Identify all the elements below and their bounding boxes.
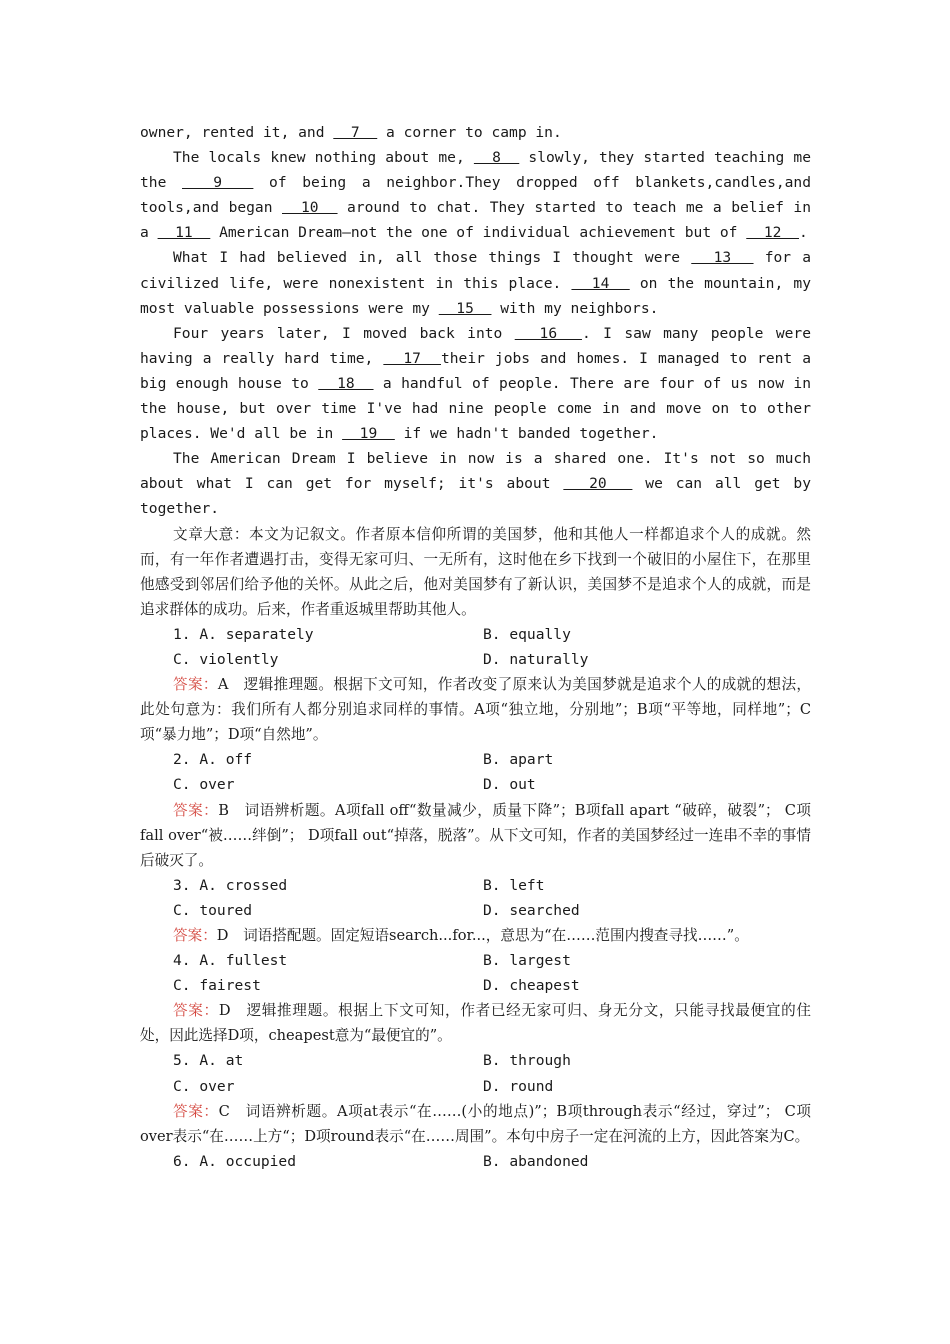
- question-5-options-row2: [140, 1074, 811, 1099]
- text-run: with my neighbors.: [491, 299, 659, 317]
- answer-explanation-4: [140, 998, 811, 1048]
- option-d: D. cheapest: [483, 977, 580, 995]
- option-a: 5. A. at: [173, 1052, 244, 1070]
- text-run: What I had believed in, all those things I thought were: [173, 249, 692, 267]
- text-run: The locals knew nothing about me,: [173, 149, 474, 167]
- question-1-options-row1: [140, 622, 811, 647]
- option-a: 2. A. off: [173, 751, 253, 769]
- answer-explanation-3: [140, 923, 811, 948]
- answer-label: 答案：: [173, 676, 218, 694]
- blank-19: 19: [342, 425, 395, 443]
- option-b: B. abandoned: [483, 1152, 589, 1170]
- blank-7: 7: [333, 124, 378, 141]
- text-run: of being a neighbor.They dropped off blankets,candles,and tools,and began: [140, 174, 811, 217]
- option-b: B. equally: [483, 625, 571, 643]
- option-c: C. over: [173, 776, 235, 794]
- question-2-options-row2: [140, 772, 811, 797]
- option-d: D. out: [483, 776, 536, 794]
- answer-label: 答案：: [173, 927, 217, 944]
- answer-label: 答案：: [173, 1102, 219, 1120]
- option-b: B. largest: [483, 952, 571, 970]
- question-4-options-row1: [140, 948, 811, 973]
- text-run: Four years later, I moved back into: [173, 324, 515, 342]
- text-run: a handful of people. There are four of us now in the house, but over time I've had nine people come in and move on to other places. We'd all be in: [140, 374, 811, 443]
- question-2-options-row1: [140, 747, 811, 772]
- blank-12: 12: [746, 224, 799, 242]
- answer-text: D 逻辑推理题。根据上下文可知，作者已经无家可归、身无分文，只能寻找最便宜的住处，因此选择D项，cheapest意为“最便宜的”。: [140, 1002, 811, 1045]
- option-a: 6. A. occupied: [173, 1152, 297, 1170]
- summary-paragraph: 文章大意：本文为记叙文。作者原本信仰所谓的美国梦，他和其他人一样都追求个人的成就。然而，有一年作者遭遇打击，变得无家可归、一无所有，这时他在乡下找到一个破旧的小屋住下，在那里他感受到邻居们给予他的关怀。从此之后，他对美国梦有了新认识，美国梦不是追求个人的成就，而是追求群体的成功。后来，作者重返城里帮助其他人。: [140, 525, 811, 618]
- answer-explanation-2: [140, 798, 811, 873]
- text-run: on the mountain, my most valuable possessions were my: [140, 274, 811, 317]
- text-run: around to chat. They started to teach me a belief in a: [140, 199, 811, 242]
- answer-label: 答案：: [173, 1002, 219, 1020]
- option-d: D. round: [483, 1077, 554, 1095]
- blank-15: 15: [438, 299, 492, 317]
- question-4-options-row2: [140, 973, 811, 998]
- option-c: C. over: [173, 1077, 235, 1095]
- document-page: [140, 120, 811, 1174]
- answer-explanation-1: [140, 672, 811, 747]
- text-run: we can all get by together.: [140, 475, 811, 518]
- option-b: B. through: [483, 1052, 571, 1070]
- blank-13: 13: [691, 249, 754, 267]
- option-c: C. toured: [173, 901, 253, 919]
- text-run: slowly, they started teaching me the: [140, 149, 812, 192]
- option-b: B. apart: [483, 751, 554, 769]
- option-a: 1. A. separately: [173, 625, 314, 643]
- passage-paragraph: [140, 446, 811, 521]
- question-3-options-row1: [140, 873, 811, 898]
- text-run: .: [798, 224, 808, 242]
- blank-9: 9: [182, 174, 254, 192]
- question-3-options-row2: [140, 898, 811, 923]
- question-1-options-row2: [140, 647, 811, 672]
- text-run: a corner to camp in.: [377, 124, 562, 141]
- option-a: 4. A. fullest: [173, 952, 288, 970]
- question-6-options-row1: [140, 1149, 811, 1174]
- option-c: C. fairest: [173, 977, 261, 995]
- text-run: if we hadn't banded together.: [394, 425, 659, 443]
- passage-paragraph: [140, 120, 811, 145]
- text-run: American Dream—not the one of individual achievement but of: [210, 224, 747, 242]
- text-run: for a civilized life, were nonexistent in this place.: [140, 249, 812, 292]
- option-c: C. violently: [173, 650, 279, 668]
- blank-18: 18: [318, 374, 374, 392]
- text-run: . I saw many people were having a really hard time,: [140, 324, 811, 367]
- blank-16: 16: [514, 324, 582, 342]
- blank-17: 17: [383, 349, 441, 367]
- answer-text: D 词语搭配题。固定短语search...for...，意思为“在……范围内搜查寻找……”。: [216, 927, 749, 944]
- blank-11: 11: [157, 224, 211, 242]
- question-5-options-row1: [140, 1048, 811, 1073]
- blank-20: 20: [563, 475, 633, 493]
- text-run: their jobs and homes. I managed to rent a big enough house to: [140, 349, 812, 392]
- answer-text: C 词语辨析题。A项at表示“在……(小的地点)”；B项through表示“经过，穿过”； C项over表示“在……上方“；D项round表示“在……周围”。本句中房子一定在河流的上方，因此答案为C。: [140, 1102, 811, 1145]
- text-run: owner, rented it, and: [140, 124, 334, 141]
- blank-10: 10: [282, 199, 338, 217]
- option-a: 3. A. crossed: [173, 876, 288, 894]
- passage-paragraph: [140, 321, 811, 446]
- passage-paragraph: [140, 245, 811, 320]
- answer-text: B 词语辨析题。A项fall off“数量减少，质量下降”；B项fall apart “破碎，破裂”； C项fall over“被……绊倒”； D项fall out“掉落，脱落”。从下文可知，作者的美国梦经过一连串不幸的事情后破灭了。: [140, 801, 811, 869]
- text-run: The American Dream I believe in now is a shared one. It's not so much about what I can get for myself; it's about: [140, 450, 811, 493]
- passage-paragraph: [140, 145, 811, 245]
- answer-text: A 逻辑推理题。根据下文可知，作者改变了原来认为美国梦就是追求个人的成就的想法，此处句意为：我们所有人都分别追求同样的事情。A项“独立地，分别地”；B项“平等地，同样地”；C项“暴力地”；D项“自然地”。: [140, 676, 811, 744]
- option-d: D. naturally: [483, 650, 589, 668]
- answer-explanation-5: [140, 1099, 811, 1149]
- blank-8: 8: [473, 149, 520, 167]
- blank-14: 14: [571, 274, 630, 292]
- option-d: D. searched: [483, 901, 580, 919]
- option-b: B. left: [483, 876, 545, 894]
- answer-label: 答案：: [173, 801, 219, 819]
